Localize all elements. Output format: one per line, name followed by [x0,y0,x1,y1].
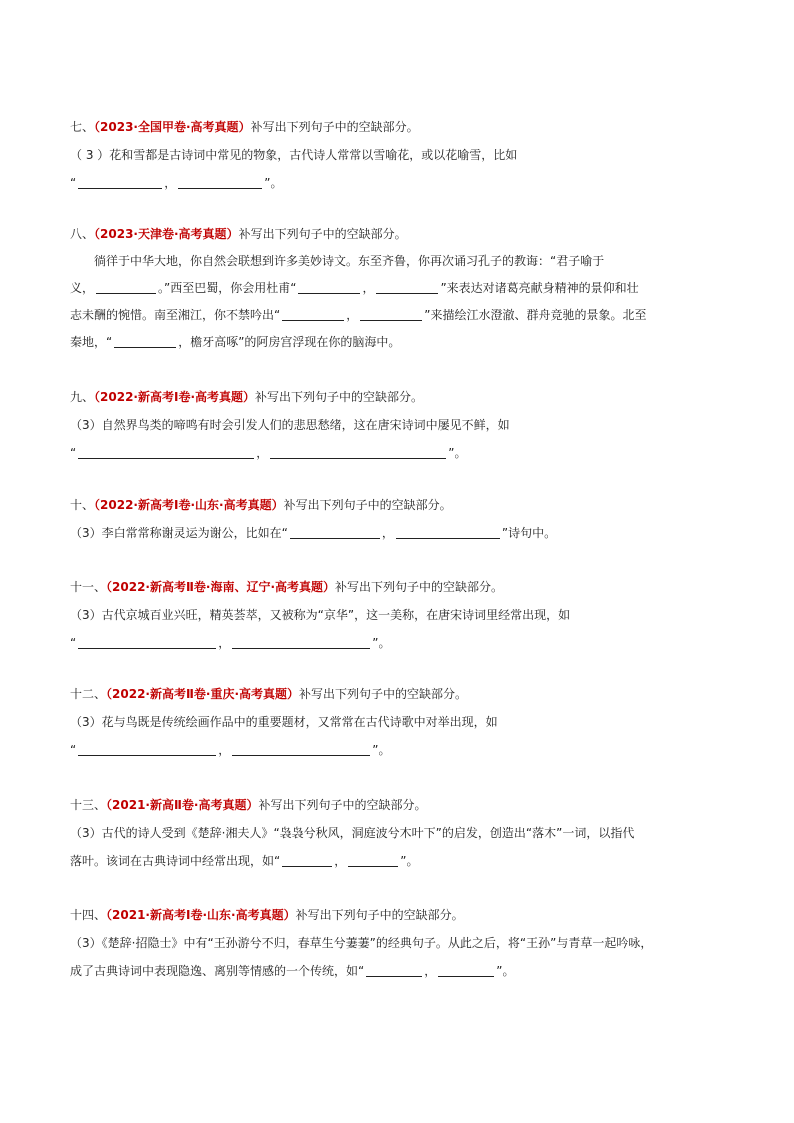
line-text: （3）古代的诗人受到《楚辞·湘夫人》“袅袅兮秋风，洞庭波兮木叶下”的启发，创造出“落木”一词，以指代 [70,826,635,840]
line-text: ， [346,308,359,322]
line-text: “ [70,636,77,650]
question-instruction: 补写出下列句子中的空缺部分。 [250,120,419,134]
question-8 [70,226,730,350]
answer-blank[interactable] [78,636,216,649]
line-text: ，檐牙高啄”的阿房宫浮现在你的脑海中。 [178,335,401,349]
question-instruction: 补写出下列句子中的空缺部分。 [255,390,424,404]
answer-blank[interactable] [78,743,216,756]
question-source: 2022·新高考Ⅱ卷·重庆·高考真题 [112,687,288,701]
question-heading [70,226,730,242]
question-number: 十二、 [70,687,107,701]
source-close: ） [243,390,256,404]
source-close: ） [287,687,300,701]
source-open: （ [94,227,101,241]
line-text: ， [381,526,394,540]
source-open: （ [94,390,101,404]
question-instruction: 补写出下列句子中的空缺部分。 [238,227,407,241]
question-source: 2021·新高考Ⅰ卷·山东·高考真题 [112,908,284,922]
source-open: （ [94,498,101,512]
question-source: 2022·新高考Ⅰ卷·山东·高考真题 [100,498,272,512]
question-number: 十四、 [70,908,107,922]
question-source: 2022·新高考Ⅱ卷·海南、辽宁·高考真题 [112,580,324,594]
question-instruction: 补写出下列句子中的空缺部分。 [299,687,468,701]
line-text: ， [256,446,269,460]
line-text: ， [362,281,375,295]
question-heading [70,579,730,595]
line-text: （3）古代京城百业兴旺，精英荟萃，又被称为“京华”，这一美称，在唐宋诗词里经常出现，如 [70,608,571,622]
question-number: 十三、 [70,798,107,812]
question-line [70,280,730,296]
answer-blank[interactable] [396,526,500,539]
question-7 [70,119,730,191]
answer-blank[interactable] [282,854,332,867]
answer-blank[interactable] [78,446,254,459]
answer-blank[interactable] [360,308,422,321]
question-line [70,742,730,758]
line-text: “ [70,446,77,460]
question-instruction: 补写出下列句子中的空缺部分。 [258,798,427,812]
line-text: ， [218,743,231,757]
question-line [70,825,730,841]
question-11 [70,579,730,651]
line-text: （3）自然界鸟类的啼鸣有时会引发人们的悲思愁绪，这在唐宋诗词中屡见不鲜，如 [70,418,510,432]
line-text: ， [424,964,437,978]
line-text: ”来表达对诸葛亮献身精神的景仰和壮 [440,281,639,295]
question-heading [70,797,730,813]
line-text: ”。 [372,636,391,650]
question-10 [70,497,730,541]
line-text: ”。 [448,446,467,460]
line-text: ， [334,854,347,868]
source-close: ） [238,120,251,134]
source-close: ） [323,580,336,594]
answer-blank[interactable] [290,526,380,539]
question-heading [70,686,730,702]
answer-blank[interactable] [376,281,438,294]
question-12 [70,686,730,758]
answer-blank[interactable] [178,176,262,189]
line-text: 落叶。该词在古典诗词中经常出现，如“ [70,854,281,868]
question-line [70,334,730,350]
source-open: （ [94,120,101,134]
question-line [70,147,730,163]
question-13 [70,797,730,869]
question-heading [70,389,730,405]
source-open: （ [106,798,113,812]
answer-blank[interactable] [438,964,494,977]
question-line [70,635,730,651]
question-heading [70,907,730,923]
question-heading [70,119,730,135]
question-line [70,963,730,979]
question-number: 八、 [70,227,95,241]
answer-blank[interactable] [282,308,344,321]
question-source: 2022·新高考Ⅰ卷·高考真题 [100,390,244,404]
line-text: 志未酬的惋惜。南至湘江，你不禁吟出“ [70,308,281,322]
answer-blank[interactable] [114,335,176,348]
source-close: ） [271,498,284,512]
line-text: ”来描绘江水澄澈、群舟竞驰的景象。北至 [424,308,647,322]
line-text: （3）李白常常称谢灵运为谢公，比如在“ [70,526,288,540]
line-text: ”诗句中。 [501,526,557,540]
answer-blank[interactable] [298,281,360,294]
source-open: （ [106,580,113,594]
question-line [70,525,730,541]
question-14 [70,907,730,979]
question-line [70,417,730,433]
question-line [70,935,730,951]
line-text: ”。 [264,176,283,190]
line-text: （ 3 ）花和雪都是古诗词中常见的物象，古代诗人常常以雪喻花，或以花喻雪，比如 [70,148,518,162]
question-line [70,445,730,461]
source-open: （ [106,908,113,922]
question-line [70,607,730,623]
line-text: “ [70,176,77,190]
question-line [70,714,730,730]
line-text: ”。 [372,743,391,757]
question-number: 十、 [70,498,95,512]
question-line [70,253,730,269]
source-close: ） [226,227,239,241]
question-line [70,853,730,869]
answer-blank[interactable] [78,176,162,189]
line-text: 徜徉于中华大地，你自然会联想到许多美妙诗文。东至齐鲁，你再次诵习孔子的教诲：“君子喻于 [94,254,605,268]
question-source: 2021·新高Ⅱ卷·高考真题 [112,798,247,812]
line-text: ”。 [400,854,419,868]
question-instruction: 补写出下列句子中的空缺部分。 [335,580,504,594]
line-text: 义， [70,281,95,295]
line-text: ”。 [496,964,515,978]
answer-blank[interactable] [232,636,370,649]
source-close: ） [246,798,259,812]
answer-blank[interactable] [348,854,398,867]
question-source: 2023·天津卷·高考真题 [100,227,227,241]
question-number: 七、 [70,120,95,134]
source-open: （ [106,687,113,701]
answer-blank[interactable] [270,446,446,459]
line-text: （3）花与鸟既是传统绘画作品中的重要题材，又常常在古代诗歌中对举出现，如 [70,715,498,729]
source-close: ） [283,908,296,922]
question-line [70,307,730,323]
question-heading [70,497,730,513]
question-number: 九、 [70,390,95,404]
line-text: “ [70,743,77,757]
line-text: 秦地，“ [70,335,113,349]
answer-blank[interactable] [366,964,422,977]
question-instruction: 补写出下列句子中的空缺部分。 [283,498,452,512]
answer-blank[interactable] [96,281,156,294]
question-number: 十一、 [70,580,107,594]
line-text: 成了古典诗词中表现隐逸、离别等情感的一个传统，如“ [70,964,365,978]
question-source: 2023·全国甲卷·高考真题 [100,120,239,134]
question-instruction: 补写出下列句子中的空缺部分。 [295,908,464,922]
line-text: 。”西至巴蜀，你会用杜甫“ [158,281,297,295]
line-text: （3）《楚辞·招隐士》中有“王孙游兮不归，春草生兮萋萋”的经典句子。从此之后，将“王孙”与青草一起吟咏， [70,936,653,950]
line-text: ， [218,636,231,650]
answer-blank[interactable] [232,743,370,756]
question-line [70,175,730,191]
line-text: ， [164,176,177,190]
question-9 [70,389,730,461]
